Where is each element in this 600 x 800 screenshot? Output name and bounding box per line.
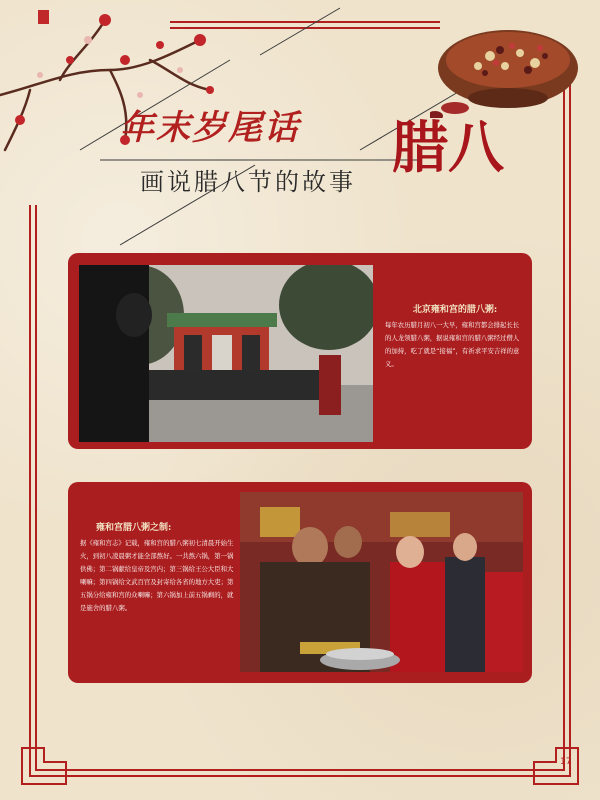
section-1-text <box>385 302 525 371</box>
queue-at-gate-photo <box>79 265 373 442</box>
section-2-text <box>80 520 234 615</box>
section-2-body: 据《雍和宫志》记载，雍和宫的腊八粥初七清晨开始生火，到初八凌晨粥才能全部熬好。一共熬六锅，第一锅供佛；第二锅献给皇帝及宫内；第三锅给王公大臣和大喇嘛；第四锅给文武百官及封寄给各省的地方大吏；第五锅分给雍和宫的众喇嘛；第六锅加上前五锅剩的，就是施舍的腊八粥。 <box>80 539 234 612</box>
section-1-body: 每年农历腊月初八一大早，雍和宫都会排起长长的人龙领腊八粥，据说雍和宫的腊八粥经过僧人的加持，吃了就是“接福”，有祈求平安吉祥的意义。 <box>385 321 520 368</box>
section-1-heading: 北京雍和宫的腊八粥: <box>412 305 498 315</box>
page-title-accent: 腊八 <box>392 115 504 181</box>
section-2-heading: 雍和宫腊八粥之制: <box>96 523 172 533</box>
page-number: 17 <box>560 757 572 767</box>
monks-serving-porridge-photo <box>240 492 523 672</box>
page-subtitle: 画说腊八节的故事 <box>140 168 356 196</box>
laba-porridge-bowl-icon <box>430 18 580 118</box>
page-title: 年末岁尾话 <box>120 108 300 148</box>
